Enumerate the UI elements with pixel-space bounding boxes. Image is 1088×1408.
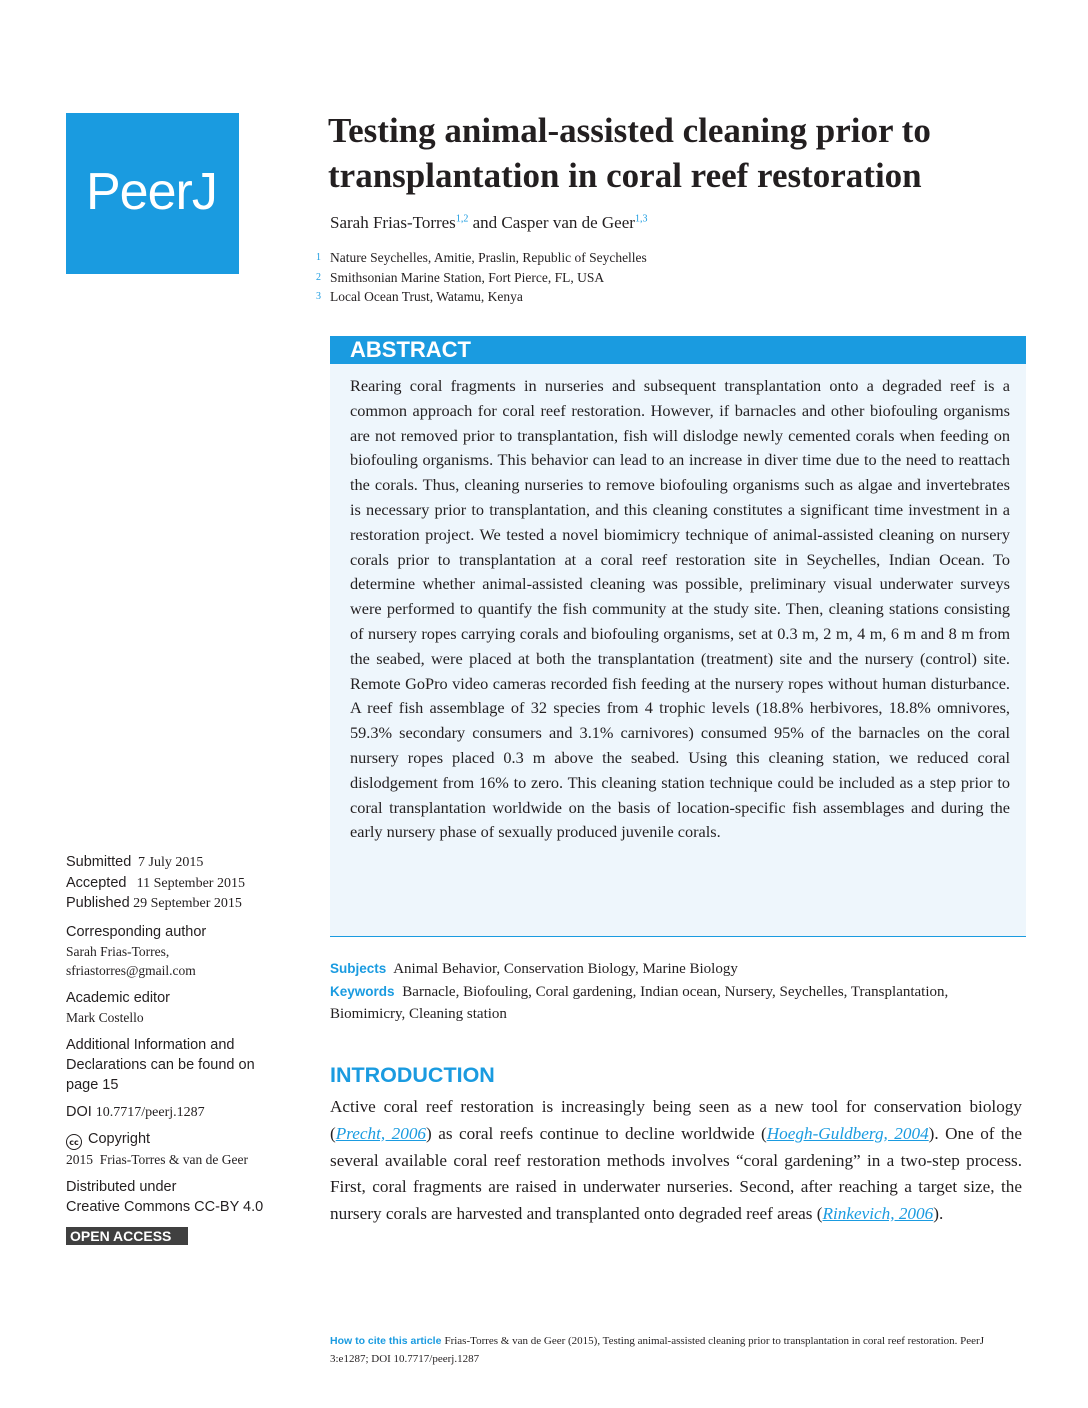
- affiliation-item: [316, 248, 647, 268]
- subjects-label: Subjects: [330, 961, 387, 976]
- subjects-text: Animal Behavior, Conservation Biology, Marine Biology: [393, 961, 738, 977]
- keywords-line: [330, 981, 1020, 1026]
- keywords-text: Barnacle, Biofouling, Coral gardening, Indian ocean, Nursery, Seychelles, Transplantation, Biomimicry, Cleaning station: [330, 983, 949, 1022]
- author-name: Sarah Frias-Torres: [330, 213, 456, 232]
- author-joiner: and: [468, 213, 502, 232]
- academic-editor-label: Academic editor: [66, 989, 170, 1006]
- peerj-logo-text: PeerJ: [86, 163, 217, 221]
- published-row: [66, 893, 316, 914]
- affiliation-text: Nature Seychelles, Amitie, Praslin, Republic of Seychelles: [330, 250, 647, 265]
- article-sidebar: [66, 852, 316, 1246]
- corresponding-author: [66, 922, 316, 980]
- doi-row: [66, 1103, 316, 1121]
- corresponding-author-name: Sarah Frias-Torres,: [66, 943, 170, 959]
- citation-footer: [330, 1332, 1020, 1368]
- submitted-label: Submitted: [66, 854, 132, 870]
- open-access-badge: OPEN ACCESS: [66, 1227, 188, 1245]
- license: [66, 1177, 316, 1217]
- affiliation-number: 1: [316, 252, 321, 263]
- additional-info-line: page 15: [66, 1076, 119, 1093]
- academic-editor: [66, 988, 316, 1027]
- peerj-logo: [66, 113, 239, 274]
- author-affiliation-ref: 1,2: [455, 213, 469, 225]
- affiliation-number: 3: [316, 291, 321, 302]
- citation-link[interactable]: Hoegh-Guldberg, 2004: [766, 1123, 929, 1143]
- additional-info-line: Additional Information and: [66, 1036, 235, 1053]
- corresponding-author-label: Corresponding author: [66, 923, 207, 940]
- subjects-keywords: [330, 958, 1020, 1026]
- introduction-paragraph: [330, 1094, 1022, 1228]
- author-name: Casper van de Geer: [501, 213, 635, 232]
- corresponding-author-email[interactable]: sfriastorres@gmail.com: [66, 962, 196, 978]
- author-list: [330, 213, 647, 233]
- abstract-heading: ABSTRACT: [350, 337, 471, 362]
- intro-text-part: ). One of the several available coral reef restoration methods involves “coral gardening” in a two-step process. First, coral fragments are raised in underwater nurseries. Second, after reaching a target size, the nursery corals are harvested and transplanted onto degraded reef areas (: [330, 1123, 1022, 1224]
- intro-text-part: ).: [933, 1204, 944, 1224]
- license-line: Distributed under: [66, 1178, 177, 1195]
- affiliations: [316, 248, 647, 307]
- additional-information: [66, 1035, 316, 1095]
- creative-commons-icon: cc: [66, 1134, 82, 1150]
- doi-label: DOI: [66, 1103, 92, 1120]
- accepted-date: 11 September 2015: [136, 875, 245, 891]
- submitted-row: [66, 852, 316, 873]
- affiliation-text: Local Ocean Trust, Watamu, Kenya: [330, 289, 523, 304]
- doi-value[interactable]: 10.7717/peerj.1287: [95, 1104, 205, 1120]
- affiliation-number: 2: [316, 271, 321, 283]
- copyright: [66, 1129, 316, 1169]
- abstract-text: Rearing coral fragments in nurseries and subsequent transplantation onto a degraded reef is a common approach for coral reef restoration. However, if barnacles and other biofouling organisms are not removed prior to transplantation, fish will dislodge newly cemented corals when feeding on biofouling organisms. This behavior can lead to an increase in diver time due to the need to reattach the corals. Thus, cleaning nurseries to remove biofouling organisms such as algae and invertebrates is necessary prior to transplantation, and this cleaning constitutes a significant time investment in a restoration project. We tested a novel biomimicry technique of animal-assisted cleaning on nursery corals prior to transplantation at a coral reef restoration site in Seychelles, Indian Ocean. To determine whether animal-assisted cleaning was possible, preliminary visual underwater surveys were performed to quantify the fish community at the study site. Then, cleaning stations consisting of nursery ropes carrying corals and biofouling organisms, set at 0.3 m, 2 m, 4 m, 6 m and 8 m from the seabed, were placed at both the transplantation (treatment) site and the nursery (control) site. Remote GoPro video cameras recorded fish feeding at the nursery ropes without human disturbance. A reef fish assemblage of 32 species from 4 trophic levels (18.8% herbivores, 18.8% omnivores, 59.3% secondary consumers and 3.1% carnivores) consumed 95% of the barnacles on the coral nursery ropes placed 0.3 m above the seabed. Using this cleaning station, we reduced coral dislodgement from 16% to zero. This cleaning station technique could be included as a step prior to coral transplantation worldwide on the basis of location-specific fish assemblages and during the early nursery phase of sexually produced juvenile corals.: [350, 376, 1010, 842]
- submitted-date: 7 July 2015: [138, 855, 204, 870]
- copyright-value: 2015 Frias-Torres & van de Geer: [66, 1151, 248, 1167]
- affiliation-item: [316, 268, 647, 288]
- citation-link[interactable]: Precht, 2006: [335, 1123, 427, 1143]
- citation-link[interactable]: Rinkevich, 2006: [822, 1204, 934, 1224]
- license-line[interactable]: Creative Commons CC-BY 4.0: [66, 1198, 264, 1215]
- intro-text-part: Active coral reef restoration is increasingly being seen as a new tool for conservation biology (: [330, 1097, 1022, 1143]
- intro-text-part: ) as coral reefs continue to decline worldwide (: [426, 1123, 767, 1143]
- subjects-line: [330, 958, 1020, 981]
- academic-editor-name: Mark Costello: [66, 1009, 144, 1025]
- introduction-heading: INTRODUCTION: [330, 1063, 495, 1087]
- affiliation-text: Smithsonian Marine Station, Fort Pierce, FL, USA: [330, 269, 605, 285]
- additional-info-line: Declarations can be found on: [66, 1056, 255, 1073]
- abstract-header-bar: [330, 336, 1026, 364]
- published-label: Published: [66, 895, 130, 911]
- accepted-row: [66, 873, 316, 894]
- published-date: 29 September 2015: [133, 896, 242, 911]
- copyright-label: Copyright: [88, 1130, 151, 1147]
- author-affiliation-ref: 1,3: [634, 213, 648, 225]
- affiliation-item: [316, 287, 647, 307]
- accepted-label: Accepted: [66, 874, 127, 891]
- how-to-cite-label: How to cite this article: [330, 1335, 442, 1347]
- article-title: Testing animal-assisted cleaning prior to transplantation in coral reef restoration: [328, 111, 931, 195]
- keywords-label: Keywords: [330, 983, 395, 999]
- copyright-label-row: [66, 1129, 316, 1150]
- how-to-cite-text: Frias-Torres & van de Geer (2015), Testing animal-assisted cleaning prior to transplantation in coral reef restoration. PeerJ 3:e1287; DOI 10.7717/peerj.1287: [330, 1335, 984, 1365]
